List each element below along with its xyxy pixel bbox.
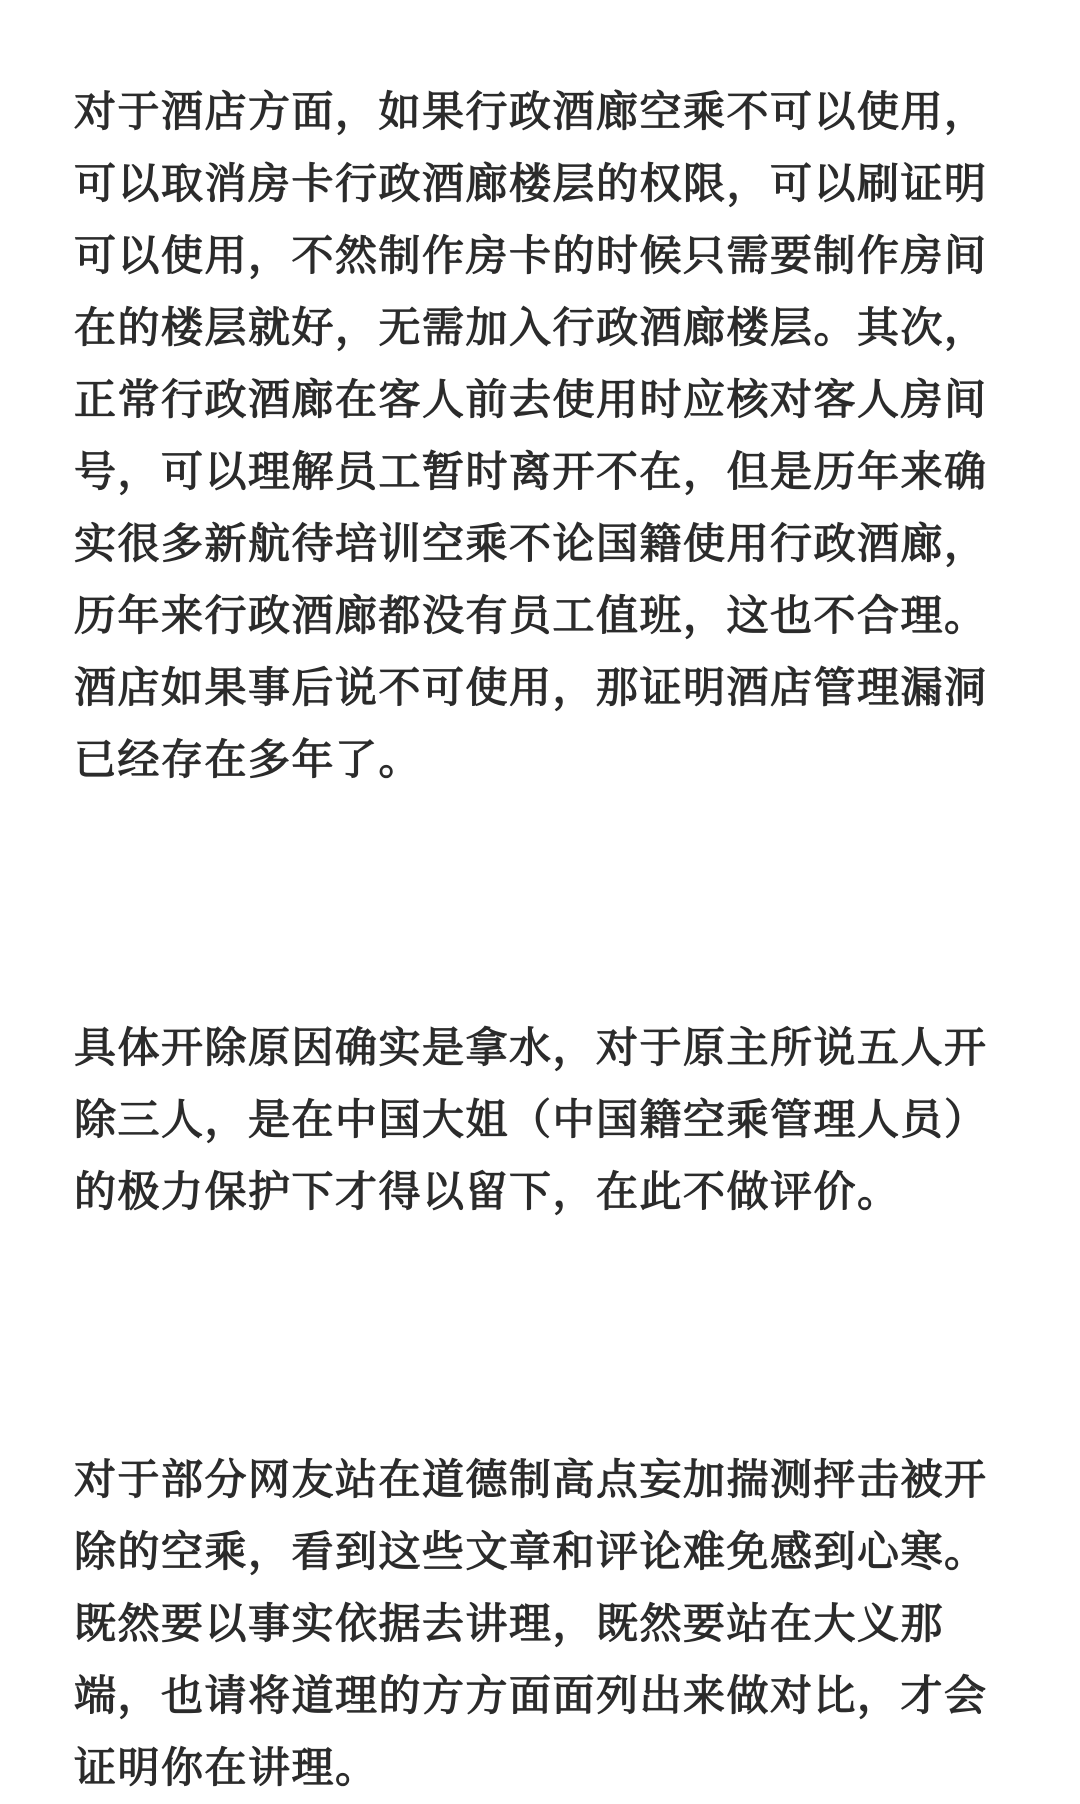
paragraph-hotel-management: 对于酒店方面，如果行政酒廊空乘不可以使用，可以取消房卡行政酒廊楼层的权限，可以刷证明可以使用，不然制作房卡的时候只需要制作房间在的楼层就好，无需加入行政酒廊楼层。其次，正常行政酒廊在客人前去使用时应核对客人房间号，可以理解员工暂时离开不在，但是历年来确实很多新航待培训空乘不论国籍使用行政酒廊，历年来行政酒廊都没有员工值班，这也不合理。酒店如果事后说不可使用，那证明酒店管理漏洞已经存在多年了。 [74,87,988,784]
paragraph-netizen-criticism: 对于部分网友站在道德制高点妄加揣测抨击被开除的空乘，看到这些文章和评论难免感到心寒。既然要以事实依据去讲理，既然要站在大义那端，也请将道理的方方面面列出来做对比，才会证明你在讲理。 [74,1455,988,1792]
article-body [74,76,1010,1804]
paragraph-dismissal-reason: 具体开除原因确实是拿水，对于原主所说五人开除三人，是在中国大姐（中国籍空乘管理人员）的极力保护下才得以留下，在此不做评价。 [74,1023,988,1216]
